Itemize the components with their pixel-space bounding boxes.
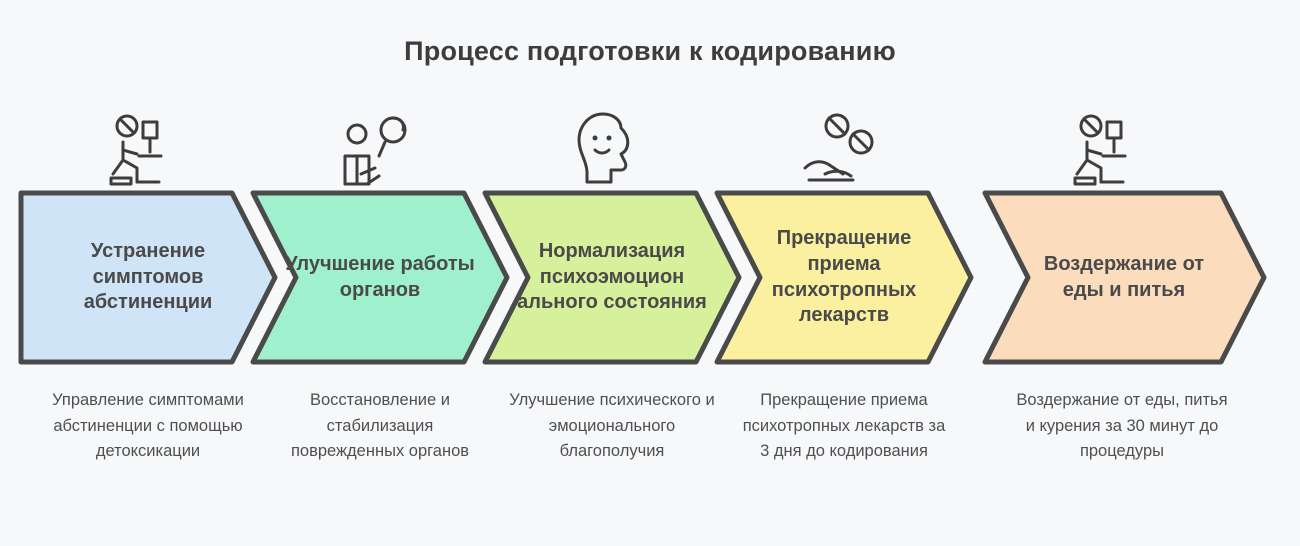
step-2-label: Улучшение работы органов bbox=[285, 252, 475, 301]
step-1-icon-wrap bbox=[18, 110, 278, 188]
step-3-icon-wrap bbox=[482, 110, 742, 188]
process-step-5[interactable] bbox=[982, 110, 1242, 540]
step-2-icon-wrap bbox=[250, 110, 510, 188]
process-step-2[interactable] bbox=[250, 110, 510, 540]
step-1-label: Устранение симптомов абстиненции bbox=[83, 240, 213, 314]
head-mind-icon bbox=[567, 112, 657, 188]
step-5-label: Воздержание от еды и питья bbox=[1043, 252, 1205, 301]
step-2-caption: Восстановление и стабилизация поврежденных органов bbox=[290, 391, 470, 461]
step-3-label: Нормализация психоэмоцион ального состояния bbox=[517, 240, 707, 314]
process-flow-diagram bbox=[0, 110, 1300, 540]
step-4-caption: Прекращение приема психотропных лекарств за 3 дня до кодирования bbox=[742, 391, 946, 461]
step-5-icon-wrap bbox=[982, 110, 1242, 188]
organ-recovery-icon bbox=[335, 112, 425, 188]
process-step-4[interactable] bbox=[714, 110, 974, 540]
step-4-icon-wrap bbox=[714, 110, 974, 188]
person-detox-icon bbox=[103, 112, 193, 188]
step-5-caption: Воздержание от еды, питья и курения за 30 минут до процедуры bbox=[1016, 391, 1228, 461]
process-step-3[interactable] bbox=[482, 110, 742, 540]
step-1-caption: Управление симптомами абстиненции с помощью детоксикации bbox=[52, 391, 244, 461]
page-title: Процесс подготовки к кодированию bbox=[404, 36, 896, 66]
process-step-1[interactable] bbox=[18, 110, 278, 540]
step-4-label: Прекращение приема психотропных лекарств bbox=[771, 227, 917, 327]
no-pills-hand-icon bbox=[799, 112, 889, 188]
no-food-person-icon bbox=[1067, 112, 1157, 188]
step-3-caption: Улучшение психического и эмоционального благополучия bbox=[509, 391, 715, 461]
